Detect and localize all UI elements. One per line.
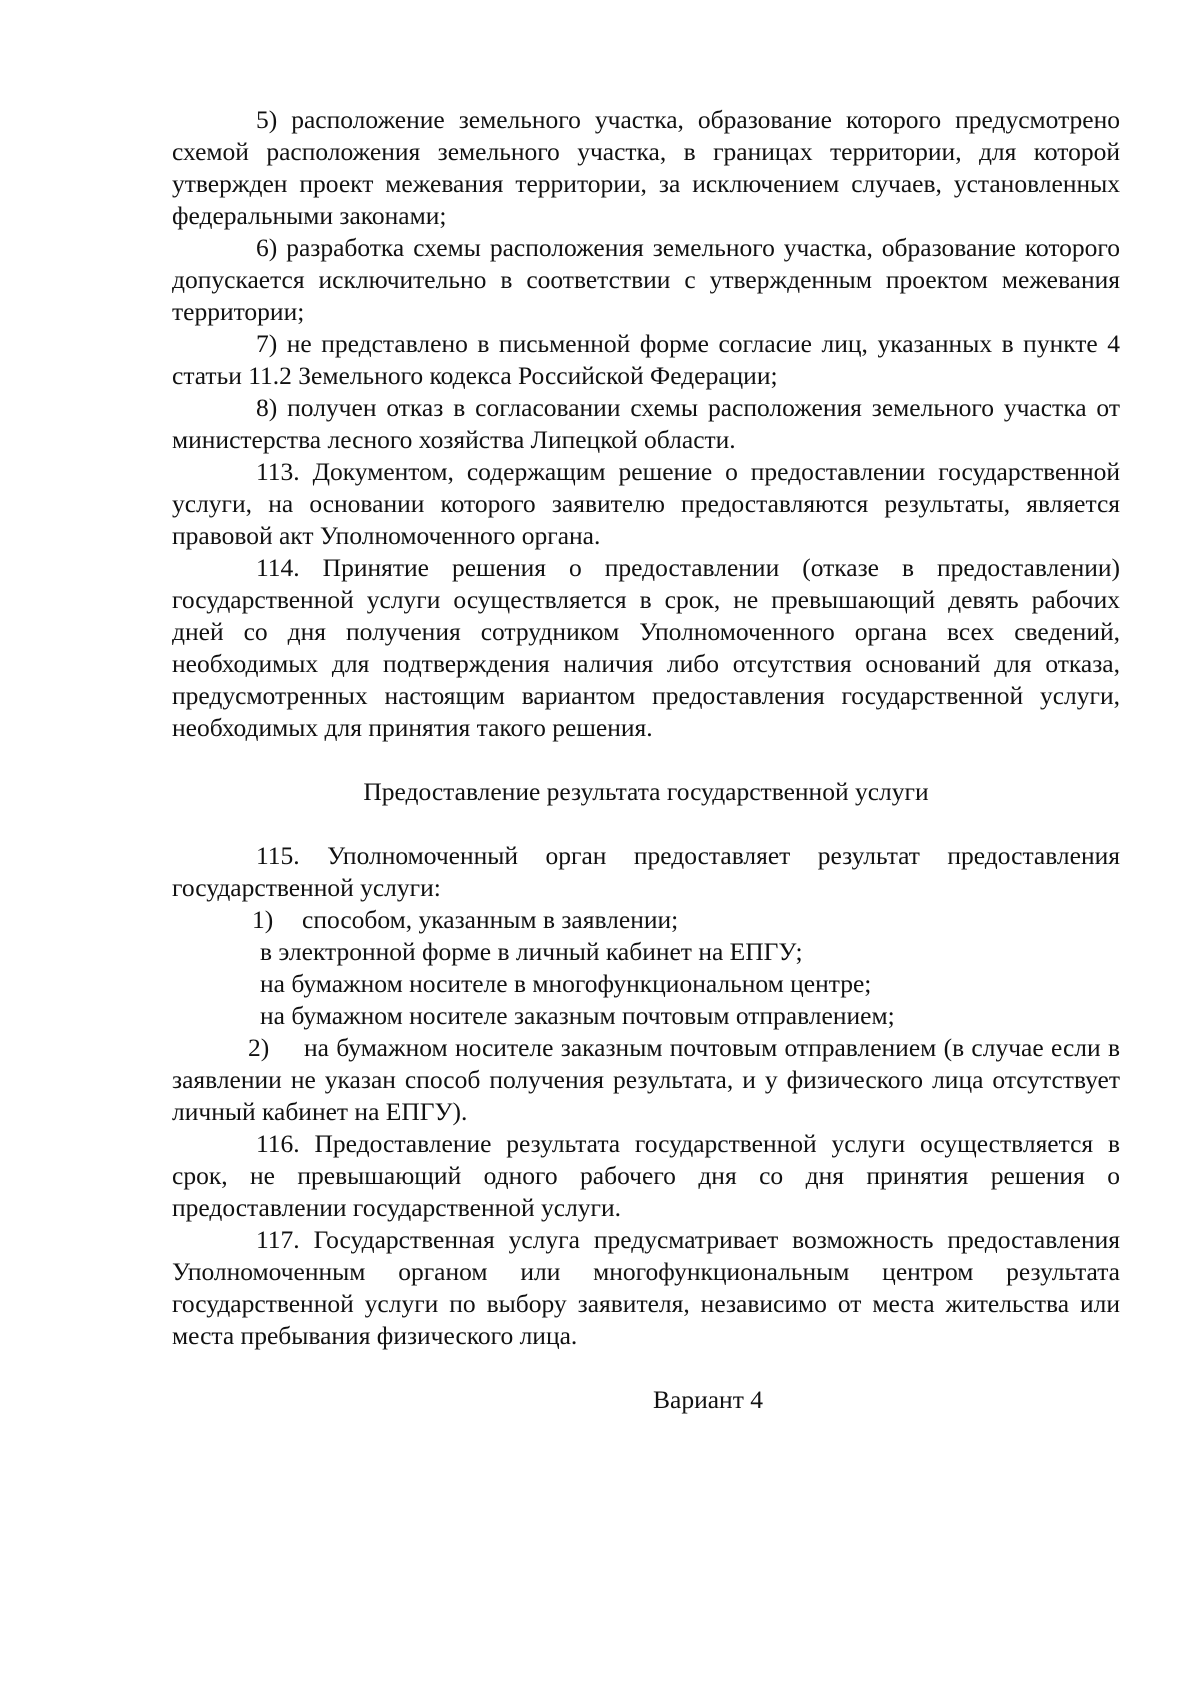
list-item-2-text: на бумажном носителе заказным почтовым отправлением (в случае если в заявлении не указан способ получения результата, и у физического лица отсутствует личный кабинет на ЕПГУ).: [172, 1033, 1120, 1126]
variant-heading: Вариант 4: [653, 1385, 763, 1414]
list-subitem: в электронной форме в личный кабинет на ЕПГУ;: [260, 937, 803, 966]
list-item-1: [172, 904, 1120, 936]
paragraph-114: 114. Принятие решения о предоставлении (отказе в предоставлении) государственной услуги осуществляется в срок, не превышающий девять рабочих дней со дня получения сотрудником Уполномоченного органа всех сведений, необходимых для подтверждения наличия либо отсутствия оснований для отказа, предусмотренных настоящим вариантом предоставления государственной услуги, необходимых для принятия такого решения.: [172, 553, 1120, 742]
paragraph-115: 115. Уполномоченный орган предоставляет результат предоставления государственной услуги:: [172, 841, 1120, 902]
section-heading: Предоставление результата государственной услуги: [363, 777, 929, 806]
paragraph-item-6: 6) разработка схемы расположения земельного участка, образование которого допускается исключительно в соответствии с утвержденным проектом межевания территории;: [172, 233, 1120, 326]
paragraph-113: 113. Документом, содержащим решение о предоставлении государственной услуги, на основании которого заявителю предоставляются результаты, является правовой акт Уполномоченного органа.: [172, 457, 1120, 550]
list-subitem: на бумажном носителе заказным почтовым отправлением;: [260, 1001, 895, 1030]
paragraph-item-8: 8) получен отказ в согласовании схемы расположения земельного участка от министерства лесного хозяйства Липецкой области.: [172, 393, 1120, 454]
list-item-1-number: 1): [252, 905, 274, 934]
paragraph-117: 117. Государственная услуга предусматривает возможность предоставления Уполномоченным органом или многофункциональным центром результата государственной услуги по выбору заявителя, независимо от места жительства или места пребывания физического лица.: [172, 1225, 1120, 1350]
list-item-2: [172, 1032, 1120, 1128]
list-item-1-text: способом, указанным в заявлении;: [302, 905, 679, 934]
document-body: [172, 104, 1120, 1416]
paragraph-116: 116. Предоставление результата государственной услуги осуществляется в срок, не превышающий одного рабочего дня со дня принятия решения о предоставлении государственной услуги.: [172, 1129, 1120, 1222]
list-item-2-number: 2): [248, 1033, 270, 1062]
list-subitem: на бумажном носителе в многофункциональном центре;: [260, 969, 872, 998]
paragraph-item-5: 5) расположение земельного участка, образование которого предусмотрено схемой расположения земельного участка, в границах территории, для которой утвержден проект межевания территории, за исключением случаев, установленных федеральными законами;: [172, 105, 1120, 230]
paragraph-item-7: 7) не представлено в письменной форме согласие лиц, указанных в пункте 4 статьи 11.2 Земельного кодекса Российской Федерации;: [172, 329, 1120, 390]
